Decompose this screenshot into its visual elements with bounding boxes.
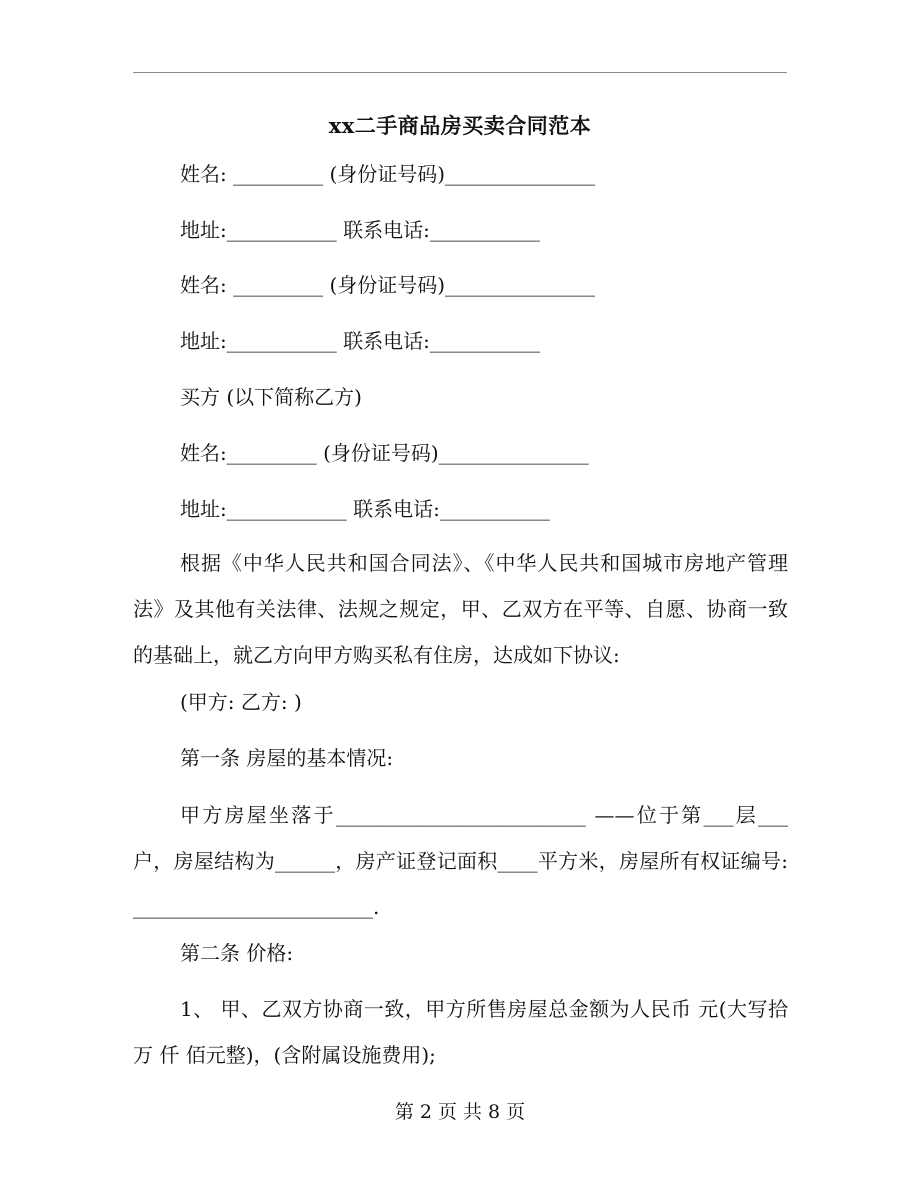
parties-line: (甲方: 乙方: ) (180, 690, 302, 714)
seller-name-line: 姓名: _________ (身份证号码)_______________ (180, 162, 596, 186)
header-rule (133, 72, 787, 73)
article2-heading: 第二条 价格: (180, 941, 294, 965)
article1-heading: 第一条 房屋的基本情况: (180, 746, 394, 770)
buyer-heading: 买方 (以下简称乙方) (180, 385, 362, 409)
buyer-name-line: 姓名:_________ (身份证号码)_______________ (180, 441, 589, 465)
seller2-name-line: 姓名: _________ (身份证号码)_______________ (180, 273, 596, 297)
page-number: 第 2 页 共 8 页 (394, 1101, 526, 1123)
document-title: xx二手商品房买卖合同范本 (328, 113, 592, 138)
seller2-address-line: 地址:___________ 联系电话:___________ (180, 329, 540, 353)
article2-item1: 1、 甲、乙双方协商一致，甲方所售房屋总金额为人民币 元(大写拾 万 仟 佰元整)，(含附属设施费用); (133, 997, 788, 1067)
buyer-address-line: 地址:____________ 联系电话:___________ (180, 497, 550, 521)
basis-paragraph: 根据《中华人民共和国合同法》、《中华人民共和国城市房地产管理法》及其他有关法律、法规之规定，甲、乙双方在平等、自愿、协商一致的基础上，就乙方向甲方购买私有住房，达成如下协议: (133, 551, 788, 667)
seller-address-line: 地址:___________ 联系电话:___________ (180, 218, 540, 242)
article1-body: 甲方房屋坐落于_________________________ ——位于第___层___户，房屋结构为______，房产证登记面积____平方米，房屋所有权证编号:________________________. (133, 803, 788, 919)
